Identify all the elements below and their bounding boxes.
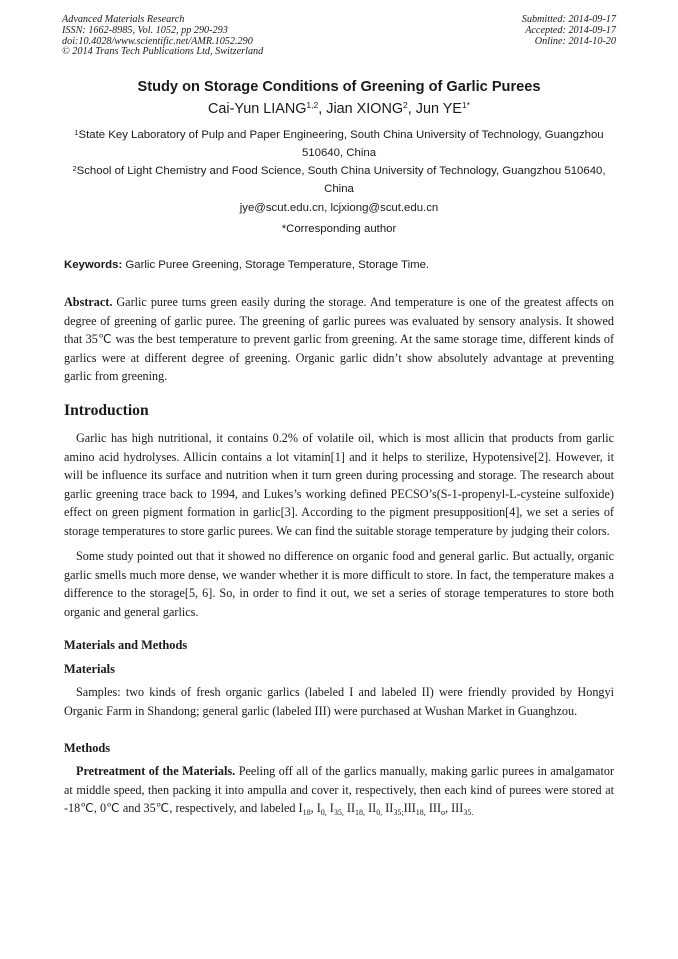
section-heading-materials-methods: Materials and Methods — [64, 638, 188, 652]
pretreatment-paragraph — [64, 762, 614, 820]
author-emails: jye@scut.edu.cn, lcjxiong@scut.edu.cn — [239, 202, 439, 214]
author-list: Cai-Yun LIANG$^{1,2}$, Jian XIONG$^2$, Jun $YE^{1*}$ — [208, 100, 470, 117]
subsection-heading-methods: Methods — [64, 741, 111, 755]
sample-label: $I_{35,}$ — [329, 801, 344, 817]
keywords-label: Keywords: — [64, 259, 123, 271]
introduction-paragraph-2: Some study pointed out that it showed no difference on organic food and general garlic. But actually, organic garlic smells much more dense, we wander whether it is more difficult to store. In fact, the temperature makes a difference to the storage[5, 6]. So, in order to find it out, we set a series of storage temperatures to store both organic and general garlics. — [64, 549, 614, 619]
author-name: Jun YE — [415, 101, 462, 117]
affiliation-2: $^2$School of Light Chemistry and Food Science, South China University of Technology, Guangzhou 510640, China — [72, 164, 606, 195]
introduction-paragraph-1: Garlic has high nutritional, it contains 0.2% of volatile oil, which is most allicin that products from garlic amino acid hydrolyses. Allicin contains a lot vitamin[1] and it helps to sterilize, Hypotensive[2]. However, it will be influence its surface and nutrition when it turn green during processing and storage. The research about garlic greening trace back to 1994, and Lukes’s working defined PECSO’s(S-1-propenyl-L-cysteine sulfoxide) effect on green pigment formation in garlic[3]. According to the pigment presupposition[4], we set a series of storage temperatures to store garlic purees. We can find the suitable storage temperature by judging their colors. — [64, 431, 614, 538]
online-date: Online: 2014-10-20 — [534, 35, 616, 47]
copyright-line: © 2014 Trans Tech Publications Ltd, Switzerland — [62, 46, 264, 58]
sample-label: $III_{35.}$ — [451, 801, 474, 817]
section-heading-introduction: Introduction — [64, 402, 149, 419]
author-affiliation-mark: 1,2 — [306, 100, 319, 110]
keywords — [64, 259, 616, 271]
corresponding-author-note: *Corresponding author — [281, 223, 397, 235]
abstract — [64, 293, 614, 386]
keywords-text: Garlic Puree Greening, Storage Temperature, Storage Time. — [122, 259, 430, 271]
sample-label: $II_{18,}$ — [346, 801, 366, 817]
sample-label: $I_{0,}$ — [316, 801, 327, 817]
pretreatment-label: Pretreatment of the Materials. — [76, 764, 236, 778]
samples-paragraph: Samples: two kinds of fresh organic garlics (labeled I and labeled II) were friendly provided by Hongyi Organic Farm in Shandong; general garlic (labeled III) were purchased at Wushan Market in Guanghzou. — [64, 685, 614, 718]
journal-name: Advanced Materials Research — [62, 14, 185, 25]
paper-title: Study on Storage Conditions of Greening of Garlic Purees — [137, 79, 541, 95]
author-affiliation-mark: 1* — [461, 100, 470, 110]
sample-label: $II_{35;}$ — [385, 801, 404, 817]
abstract-text: Garlic puree turns green easily during the storage. And temperature is one of the greatest affects on degree of greening of garlic puree. The greening of garlic purees was evaluated by sensory analysis. It showed that 35℃ was the best temperature to prevent garlic from greening. At the same storage time, different kinds of garlics were at different degree of greening. Organic garlic didn’t show absolutely advantage at preventing garlic from greening. — [64, 295, 614, 383]
submitted-date: Submitted: 2014-09-17 — [521, 14, 616, 25]
subsection-heading-materials: Materials — [64, 662, 115, 676]
author-affiliation-mark: 2 — [403, 100, 408, 110]
abstract-label: Abstract. — [64, 295, 113, 309]
submission-dates — [522, 15, 616, 47]
author-name: Cai-Yun LIANG — [208, 101, 307, 117]
affiliation-1: $^1$State Key Laboratory of Pulp and Paper Engineering, South China University of Technology, Guangzhou 510640, China — [74, 128, 604, 159]
issn-line: ISSN: 1662-8985, Vol. 1052, pp 290-293 — [62, 24, 228, 36]
pretreatment-text: Peeling off all of the garlics manually, making garlic purees in amalgamator at middle speed, then packing it into ampulla and cover it, respectively, then each kind of purees were stored at -18℃, 0℃ and 35℃, respectively, and labeled — [64, 764, 614, 815]
author-name: Jian XIONG — [326, 101, 404, 117]
sample-label: $II_{0,}$ — [368, 801, 383, 817]
sample-label: $III_{18,}$ — [403, 801, 426, 817]
accepted-date: Accepted: 2014-09-17 — [525, 24, 616, 36]
sample-label: $I_{18}$, — [298, 801, 317, 817]
journal-info — [62, 15, 263, 58]
sample-label: $III_o$, — [428, 801, 452, 817]
doi-line: doi:10.4028/www.scientific.net/AMR.1052.290 — [62, 35, 253, 47]
